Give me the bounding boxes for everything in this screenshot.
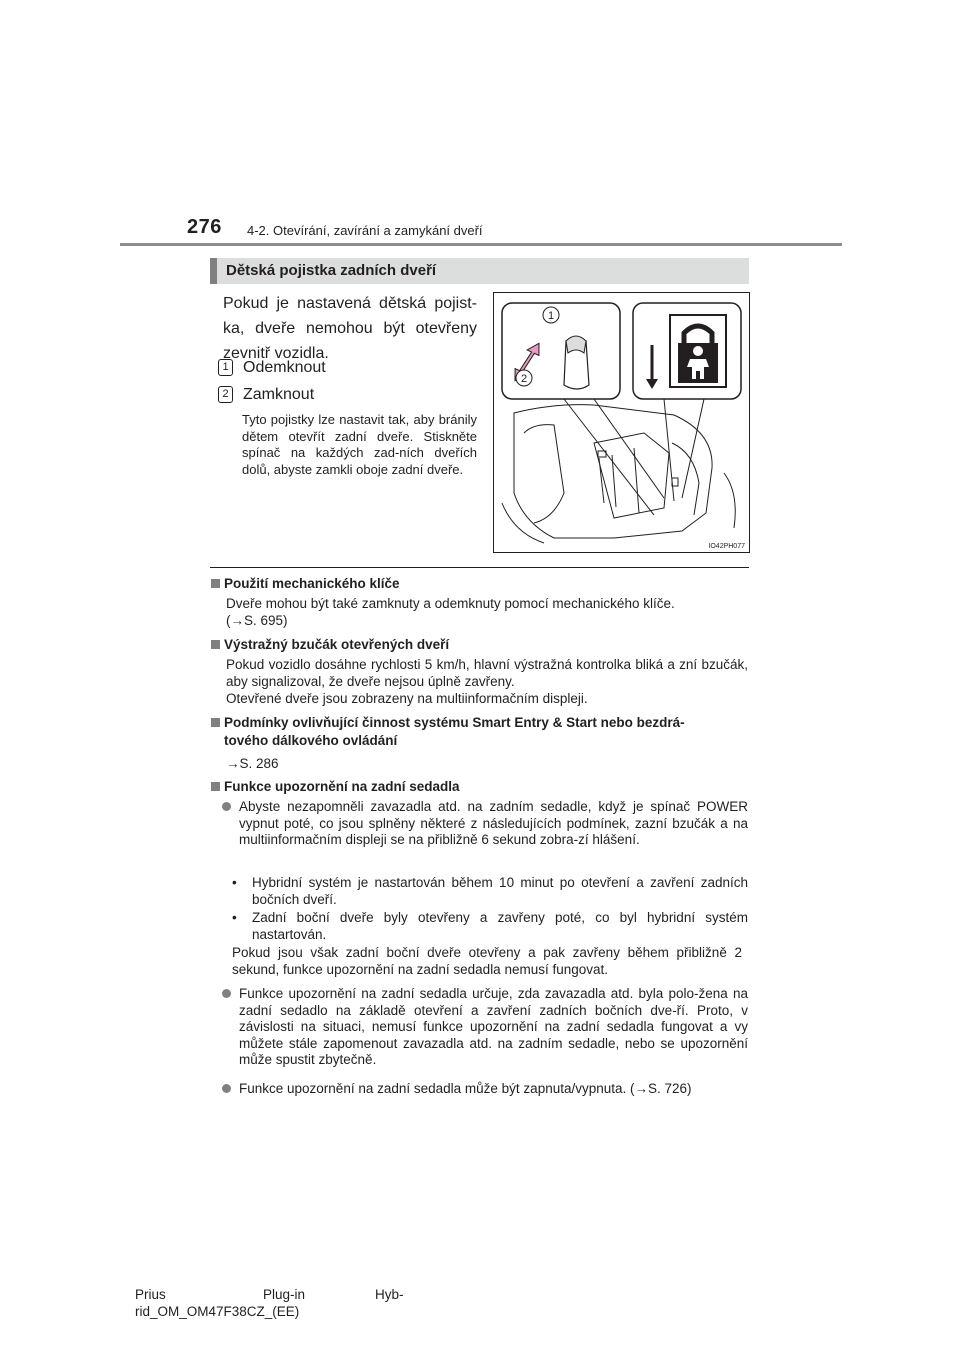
square-bullet-icon bbox=[211, 579, 220, 588]
footer bbox=[135, 1286, 404, 1320]
note-paragraph: Tyto pojistky lze nastavit tak, aby bránily dětem otevřít zadní dveře. Stiskněte spínač na každých zad-ních dveřích dolů, abyste zamkli oboje zadní dveře. bbox=[242, 412, 477, 477]
topic-heading-text: Výstražný bzučák otevřených dveří bbox=[224, 637, 450, 652]
section-title: Dětská pojistka zadních dveří bbox=[226, 262, 437, 279]
topic-paragraph: (→S. 695) bbox=[226, 613, 288, 628]
figure-code: IO42PH077 bbox=[708, 543, 745, 550]
number-badge: 1 bbox=[218, 359, 233, 376]
square-bullet-icon bbox=[211, 782, 220, 791]
chapter-title: 4-2. Otevírání, zavírání a zamykání dveří bbox=[247, 223, 483, 238]
list-item-label: Zamknout bbox=[243, 386, 315, 403]
door-frame bbox=[502, 405, 735, 543]
topic-paragraph: Otevřené dveře jsou zobrazeny na multiinformačním displeji. bbox=[226, 691, 588, 706]
bullet-item bbox=[222, 1081, 748, 1098]
header-rule bbox=[120, 243, 842, 246]
topic-heading-text: Funkce upozornění na zadní sedadla bbox=[224, 779, 460, 794]
round-bullet-icon bbox=[222, 989, 231, 998]
sub-bullet: • bbox=[232, 875, 237, 890]
round-bullet-icon bbox=[222, 1084, 231, 1093]
footer-line-2: rid_OM_OM47F38CZ_(EE) bbox=[135, 1304, 300, 1319]
intro-line: zevnitř vozidla. bbox=[223, 345, 329, 362]
round-bullet-icon bbox=[222, 802, 231, 811]
topic-heading bbox=[211, 779, 460, 794]
topic-heading bbox=[211, 715, 685, 730]
number-badge: 2 bbox=[218, 386, 233, 403]
sub-list-item bbox=[232, 875, 748, 908]
sub-bullet: • bbox=[232, 910, 237, 925]
bullet-text: Funkce upozornění na zadní sedadla může být zapnuta/vypnuta. (→S. 726) bbox=[239, 1081, 692, 1096]
child-lock-switch bbox=[564, 336, 589, 389]
footer-variant: Plug-in bbox=[263, 1287, 306, 1302]
sub-list-text: Hybridní systém je nastartován během 10 minut po otevření a zavření zadních bočních dveří. bbox=[252, 875, 748, 907]
bullet-item bbox=[222, 986, 748, 1069]
child-lock-illustration bbox=[493, 292, 750, 553]
separator-rule bbox=[210, 567, 749, 568]
list-item-unlock bbox=[218, 359, 326, 377]
topic-paragraph: Pokud vozidlo dosáhne rychlosti 5 km/h, hlavní výstražná kontrolka bliká a zní bzučák, aby signalizoval, že dveře nejsou úplně zavřeny. bbox=[226, 657, 748, 689]
topic-heading bbox=[211, 637, 449, 652]
callout-number-2: 2 bbox=[520, 373, 528, 385]
topic-heading-continued: tového dálkového ovládání bbox=[224, 733, 398, 748]
intro-line: Pokud je nastavená dětská pojist- bbox=[223, 295, 477, 312]
topic-heading bbox=[211, 576, 400, 591]
list-item-lock bbox=[218, 386, 314, 404]
list-item-label: Odemknout bbox=[243, 359, 326, 376]
footer-model: Prius bbox=[135, 1287, 166, 1302]
sub-note-text: Pokud jsou však zadní boční dveře otevřeny a pak zavřeny během přibližně 2 sekund, funkce upozornění na zadní sedadla nemusí fungovat. bbox=[232, 945, 742, 977]
intro-paragraph bbox=[223, 291, 477, 366]
section-tab bbox=[210, 258, 217, 284]
bullet-text: Abyste nezapomněli zavazadla atd. na zadním sedadle, když je spínač POWER vypnut poté, co jsou splněny některé z následujících podmínek, zazní bzučák a na multiinformačním displeji se na přibližně 6 sekund zobra-zí hlášení. bbox=[239, 799, 748, 847]
topic-reference: →S. 286 bbox=[226, 756, 279, 771]
topic-paragraph: Dveře mohou být také zamknuty a odemknuty pomocí mechanického klíče. bbox=[226, 596, 675, 611]
footer-type: Hyb- bbox=[375, 1287, 404, 1302]
square-bullet-icon bbox=[211, 718, 220, 727]
sub-list-item bbox=[232, 910, 748, 943]
sub-note bbox=[232, 945, 748, 978]
car-door-drawing bbox=[494, 293, 749, 552]
sub-list-text: Zadní boční dveře byly otevřeny a zavřeny poté, co byl hybridní systém nastartován. bbox=[252, 910, 748, 942]
bullet-item bbox=[222, 799, 748, 849]
callout-number-1: 1 bbox=[547, 310, 555, 322]
page-number: 276 bbox=[187, 216, 222, 238]
square-bullet-icon bbox=[211, 640, 220, 649]
intro-line: ka, dveře nemohou být otevřeny bbox=[223, 320, 477, 337]
topic-heading-text: Použití mechanického klíče bbox=[224, 576, 400, 591]
section-title-bar bbox=[210, 258, 749, 284]
footer-line-1 bbox=[135, 1286, 404, 1303]
topic-heading-text: Podmínky ovlivňující činnost systému Smart Entry & Start nebo bezdrá- bbox=[224, 715, 685, 730]
bullet-text: Funkce upozornění na zadní sedadla určuje, zda zavazadla atd. byla polo-žena na zadní sedadlo na základě otevření a zavření zadních bočních dve-ří. Proto, v závislosti na situaci, nemusí funkce upozornění na zadní sedadla fungovat a vy můžete stále zapomenout zavazadla atd. na zadním sedadle, nebo se upozornění může spustit zbytečně. bbox=[239, 986, 748, 1067]
